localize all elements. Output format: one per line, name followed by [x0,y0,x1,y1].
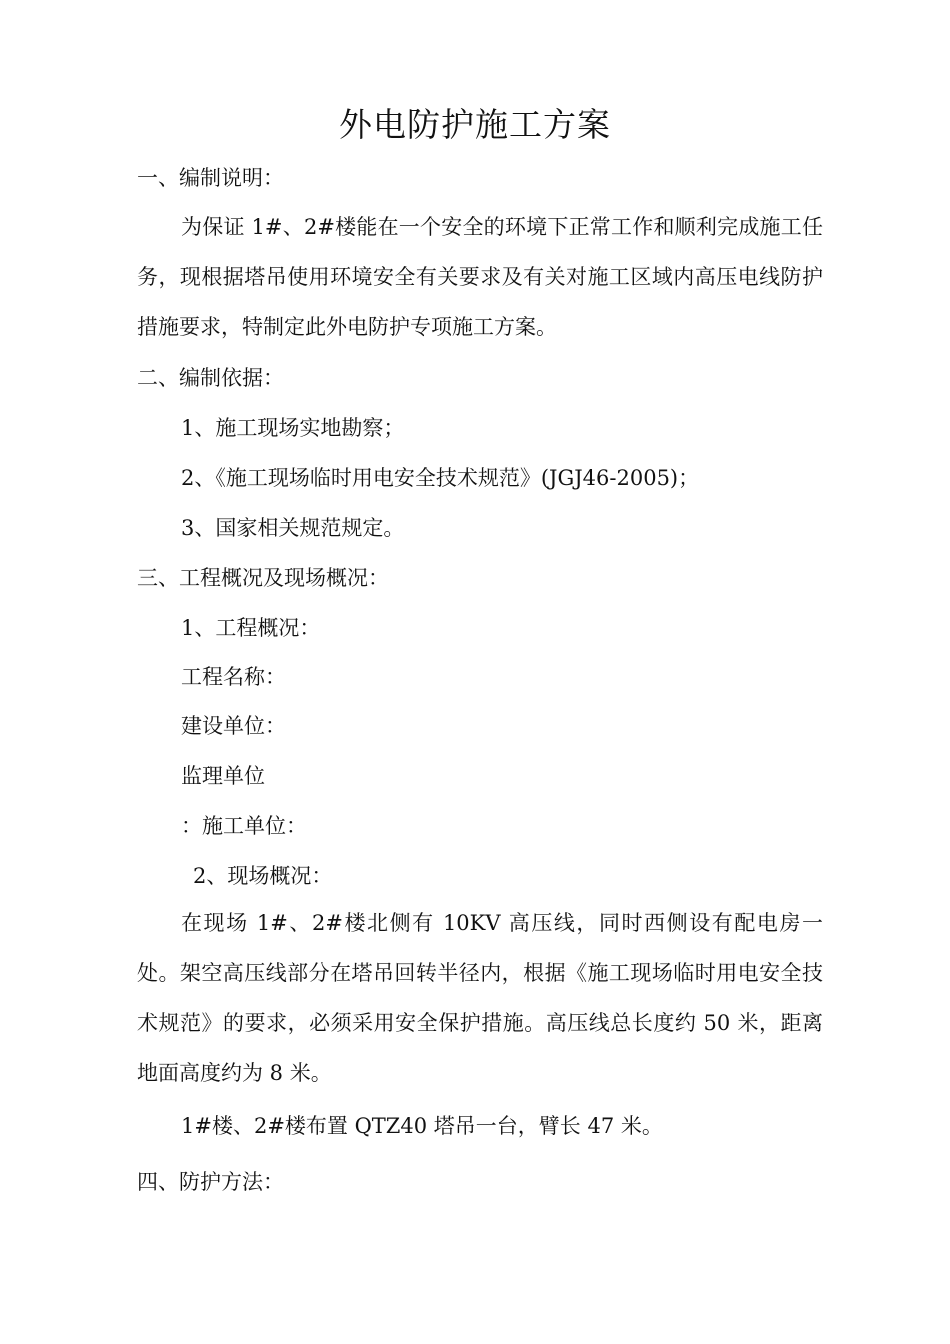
section-heading-3: 三、工程概况及现场概况： [137,566,389,590]
overview-subheading-2: 2、现场概况： [193,864,333,888]
owner-unit-label: 建设单位： [181,714,286,738]
overview-subheading-1: 1、工程概况： [181,616,321,640]
site-overview-paragraph: 在现场 1#、2#楼北侧有 10KV 高压线，同时西侧设有配电房一处。架空高压线部分在塔吊回转半径内，根据《施工现场临时用电安全技术规范》的要求，必须采用安全保护措施。高压线总长度约 50 米，距离地面高度约为 8 米。 [137,911,823,1085]
basis-item-2: 2、《施工现场临时用电安全技术规范》(JGJ46-2005)； [181,466,700,490]
document-title: 外电防护施工方案 [339,105,611,144]
supervisor-unit-label: 监理单位 [181,764,265,788]
contractor-unit-label: ：施工单位： [181,814,307,838]
basis-item-1: 1、施工现场实地勘察； [181,416,405,440]
project-name-label: 工程名称： [181,665,286,689]
section-heading-4: 四、防护方法： [137,1170,284,1194]
section-heading-2: 二、编制依据： [137,366,284,390]
section-1-paragraph: 为保证 1#、2#楼能在一个安全的环境下正常工作和顺利完成施工任务，现根据塔吊使用环境安全有关要求及有关对施工区域内高压电线防护措施要求，特制定此外电防护专项施工方案。 [137,215,823,339]
crane-paragraph: 1#楼、2#楼布置 QTZ40 塔吊一台，臂长 47 米。 [181,1114,663,1138]
basis-item-3: 3、国家相关规范规定。 [181,516,405,540]
section-heading-1: 一、编制说明： [137,166,284,190]
